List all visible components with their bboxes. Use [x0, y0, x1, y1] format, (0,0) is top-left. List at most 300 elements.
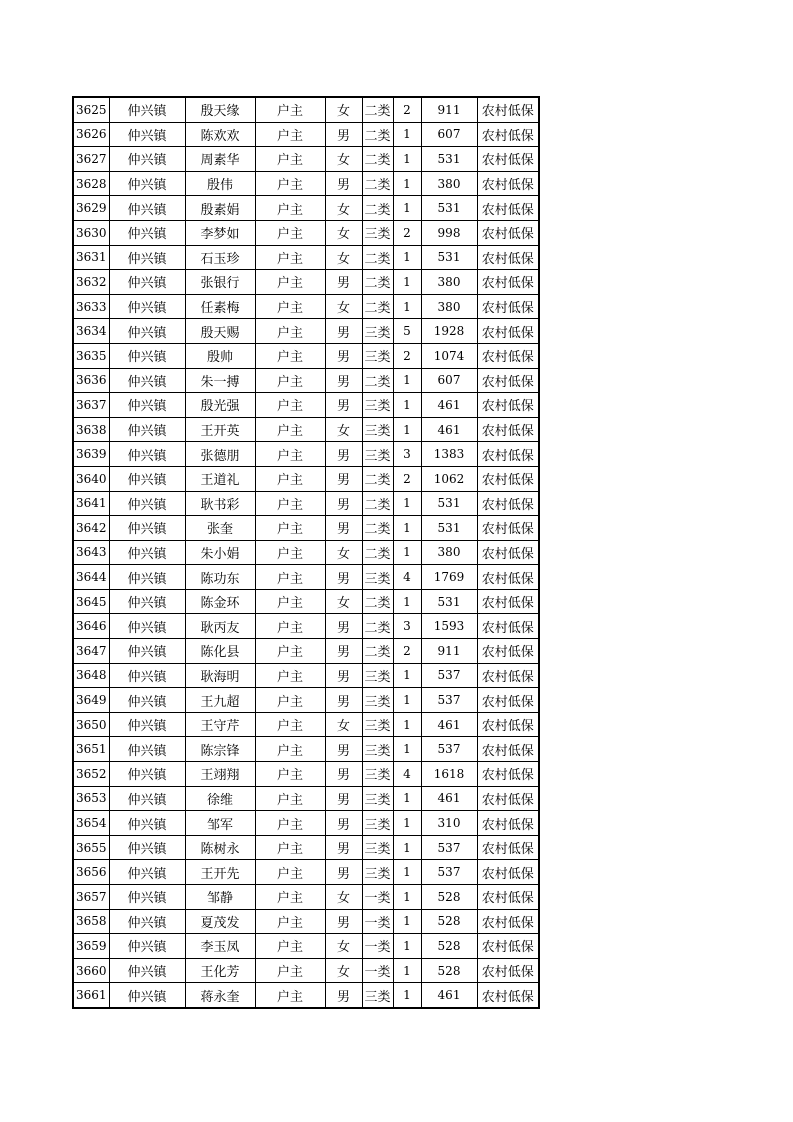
name-cell: 殷伟: [185, 171, 255, 196]
table-row: [73, 885, 539, 910]
category-cell: 三类: [362, 565, 393, 590]
table-row: [73, 860, 539, 885]
category-cell: 二类: [362, 589, 393, 614]
serial-cell: 3632: [73, 270, 109, 295]
category-cell: 二类: [362, 245, 393, 270]
town-cell: 仲兴镇: [109, 442, 185, 467]
name-cell: 任素梅: [185, 294, 255, 319]
serial-cell: 3644: [73, 565, 109, 590]
amount-cell: 1928: [421, 319, 477, 344]
relation-cell: 户主: [255, 220, 325, 245]
gender-cell: 女: [325, 245, 362, 270]
gender-cell: 女: [325, 958, 362, 983]
household-size-cell: 2: [393, 97, 421, 122]
serial-cell: 3653: [73, 786, 109, 811]
household-size-cell: 5: [393, 319, 421, 344]
category-cell: 三类: [362, 762, 393, 787]
household-size-cell: 1: [393, 417, 421, 442]
town-cell: 仲兴镇: [109, 319, 185, 344]
relation-cell: 户主: [255, 491, 325, 516]
amount-cell: 1769: [421, 565, 477, 590]
household-size-cell: 1: [393, 958, 421, 983]
category-cell: 三类: [362, 835, 393, 860]
category-cell: 三类: [362, 983, 393, 1008]
amount-cell: 380: [421, 270, 477, 295]
relation-cell: 户主: [255, 786, 325, 811]
town-cell: 仲兴镇: [109, 466, 185, 491]
table-row: [73, 737, 539, 762]
town-cell: 仲兴镇: [109, 934, 185, 959]
assistance-type-cell: 农村低保: [477, 712, 539, 737]
gender-cell: 男: [325, 614, 362, 639]
relation-cell: 户主: [255, 958, 325, 983]
serial-cell: 3650: [73, 712, 109, 737]
table-row: [73, 958, 539, 983]
assistance-type-cell: 农村低保: [477, 245, 539, 270]
gender-cell: 男: [325, 516, 362, 541]
name-cell: 陈树永: [185, 835, 255, 860]
serial-cell: 3638: [73, 417, 109, 442]
gender-cell: 男: [325, 835, 362, 860]
serial-cell: 3642: [73, 516, 109, 541]
town-cell: 仲兴镇: [109, 737, 185, 762]
gender-cell: 男: [325, 368, 362, 393]
relation-cell: 户主: [255, 147, 325, 172]
category-cell: 二类: [362, 516, 393, 541]
serial-cell: 3651: [73, 737, 109, 762]
gender-cell: 男: [325, 466, 362, 491]
name-cell: 陈功东: [185, 565, 255, 590]
gender-cell: 男: [325, 491, 362, 516]
gender-cell: 男: [325, 343, 362, 368]
town-cell: 仲兴镇: [109, 639, 185, 664]
table-row: [73, 565, 539, 590]
serial-cell: 3657: [73, 885, 109, 910]
town-cell: 仲兴镇: [109, 712, 185, 737]
assistance-type-cell: 农村低保: [477, 393, 539, 418]
amount-cell: 911: [421, 97, 477, 122]
assistance-type-cell: 农村低保: [477, 639, 539, 664]
household-size-cell: 4: [393, 565, 421, 590]
town-cell: 仲兴镇: [109, 983, 185, 1008]
amount-cell: 528: [421, 934, 477, 959]
category-cell: 二类: [362, 97, 393, 122]
amount-cell: 528: [421, 885, 477, 910]
household-size-cell: 2: [393, 466, 421, 491]
relation-cell: 户主: [255, 712, 325, 737]
household-size-cell: 1: [393, 663, 421, 688]
name-cell: 邹静: [185, 885, 255, 910]
town-cell: 仲兴镇: [109, 122, 185, 147]
town-cell: 仲兴镇: [109, 958, 185, 983]
gender-cell: 女: [325, 934, 362, 959]
name-cell: 邹军: [185, 811, 255, 836]
amount-cell: 531: [421, 516, 477, 541]
gender-cell: 男: [325, 688, 362, 713]
amount-cell: 998: [421, 220, 477, 245]
household-size-cell: 1: [393, 737, 421, 762]
town-cell: 仲兴镇: [109, 97, 185, 122]
household-size-cell: 2: [393, 639, 421, 664]
assistance-type-cell: 农村低保: [477, 270, 539, 295]
household-size-cell: 1: [393, 540, 421, 565]
assistance-type-cell: 农村低保: [477, 319, 539, 344]
name-cell: 张奎: [185, 516, 255, 541]
gender-cell: 男: [325, 393, 362, 418]
name-cell: 王守芹: [185, 712, 255, 737]
table-row: [73, 589, 539, 614]
name-cell: 殷天缘: [185, 97, 255, 122]
town-cell: 仲兴镇: [109, 565, 185, 590]
table-row: [73, 491, 539, 516]
name-cell: 王翊翔: [185, 762, 255, 787]
assistance-type-cell: 农村低保: [477, 983, 539, 1008]
table-row: [73, 270, 539, 295]
category-cell: 一类: [362, 885, 393, 910]
serial-cell: 3639: [73, 442, 109, 467]
gender-cell: 女: [325, 589, 362, 614]
relation-cell: 户主: [255, 196, 325, 221]
category-cell: 三类: [362, 663, 393, 688]
household-size-cell: 1: [393, 811, 421, 836]
town-cell: 仲兴镇: [109, 516, 185, 541]
amount-cell: 607: [421, 368, 477, 393]
assistance-type-cell: 农村低保: [477, 614, 539, 639]
name-cell: 石玉珍: [185, 245, 255, 270]
household-size-cell: 1: [393, 147, 421, 172]
household-size-cell: 1: [393, 368, 421, 393]
assistance-type-cell: 农村低保: [477, 147, 539, 172]
relation-cell: 户主: [255, 393, 325, 418]
table-row: [73, 712, 539, 737]
household-size-cell: 1: [393, 589, 421, 614]
category-cell: 三类: [362, 343, 393, 368]
name-cell: 王开先: [185, 860, 255, 885]
household-size-cell: 1: [393, 786, 421, 811]
relation-cell: 户主: [255, 885, 325, 910]
serial-cell: 3656: [73, 860, 109, 885]
household-size-cell: 1: [393, 688, 421, 713]
amount-cell: 607: [421, 122, 477, 147]
relation-cell: 户主: [255, 614, 325, 639]
amount-cell: 461: [421, 786, 477, 811]
relation-cell: 户主: [255, 442, 325, 467]
gender-cell: 男: [325, 786, 362, 811]
household-size-cell: 1: [393, 294, 421, 319]
name-cell: 周素华: [185, 147, 255, 172]
amount-cell: 537: [421, 663, 477, 688]
town-cell: 仲兴镇: [109, 491, 185, 516]
town-cell: 仲兴镇: [109, 147, 185, 172]
gender-cell: 男: [325, 983, 362, 1008]
table-row: [73, 688, 539, 713]
amount-cell: 531: [421, 491, 477, 516]
town-cell: 仲兴镇: [109, 909, 185, 934]
category-cell: 三类: [362, 860, 393, 885]
roster-table: [72, 96, 540, 1009]
relation-cell: 户主: [255, 983, 325, 1008]
serial-cell: 3625: [73, 97, 109, 122]
relation-cell: 户主: [255, 97, 325, 122]
amount-cell: 537: [421, 860, 477, 885]
name-cell: 张银行: [185, 270, 255, 295]
category-cell: 二类: [362, 491, 393, 516]
category-cell: 三类: [362, 220, 393, 245]
category-cell: 二类: [362, 270, 393, 295]
town-cell: 仲兴镇: [109, 811, 185, 836]
town-cell: 仲兴镇: [109, 368, 185, 393]
name-cell: 耿海明: [185, 663, 255, 688]
category-cell: 三类: [362, 712, 393, 737]
table-row: [73, 762, 539, 787]
name-cell: 王开英: [185, 417, 255, 442]
town-cell: 仲兴镇: [109, 245, 185, 270]
name-cell: 李梦如: [185, 220, 255, 245]
serial-cell: 3659: [73, 934, 109, 959]
town-cell: 仲兴镇: [109, 614, 185, 639]
name-cell: 夏茂发: [185, 909, 255, 934]
relation-cell: 户主: [255, 860, 325, 885]
name-cell: 徐维: [185, 786, 255, 811]
assistance-type-cell: 农村低保: [477, 516, 539, 541]
category-cell: 一类: [362, 934, 393, 959]
serial-cell: 3631: [73, 245, 109, 270]
name-cell: 殷天赐: [185, 319, 255, 344]
serial-cell: 3655: [73, 835, 109, 860]
table-row: [73, 516, 539, 541]
table-row: [73, 909, 539, 934]
gender-cell: 男: [325, 639, 362, 664]
assistance-type-cell: 农村低保: [477, 762, 539, 787]
assistance-type-cell: 农村低保: [477, 540, 539, 565]
name-cell: 张德朋: [185, 442, 255, 467]
assistance-type-cell: 农村低保: [477, 442, 539, 467]
assistance-type-cell: 农村低保: [477, 860, 539, 885]
table-row: [73, 319, 539, 344]
town-cell: 仲兴镇: [109, 417, 185, 442]
household-size-cell: 1: [393, 122, 421, 147]
assistance-type-cell: 农村低保: [477, 786, 539, 811]
table-row: [73, 171, 539, 196]
assistance-type-cell: 农村低保: [477, 934, 539, 959]
town-cell: 仲兴镇: [109, 196, 185, 221]
relation-cell: 户主: [255, 688, 325, 713]
amount-cell: 1062: [421, 466, 477, 491]
relation-cell: 户主: [255, 565, 325, 590]
serial-cell: 3629: [73, 196, 109, 221]
household-size-cell: 1: [393, 393, 421, 418]
serial-cell: 3643: [73, 540, 109, 565]
name-cell: 耿书彩: [185, 491, 255, 516]
name-cell: 殷素娟: [185, 196, 255, 221]
table-row: [73, 294, 539, 319]
serial-cell: 3640: [73, 466, 109, 491]
name-cell: 殷帅: [185, 343, 255, 368]
name-cell: 王化芳: [185, 958, 255, 983]
amount-cell: 1618: [421, 762, 477, 787]
table-row: [73, 639, 539, 664]
category-cell: 三类: [362, 442, 393, 467]
assistance-type-cell: 农村低保: [477, 909, 539, 934]
assistance-type-cell: 农村低保: [477, 688, 539, 713]
household-size-cell: 1: [393, 712, 421, 737]
category-cell: 三类: [362, 786, 393, 811]
serial-cell: 3658: [73, 909, 109, 934]
table-row: [73, 245, 539, 270]
amount-cell: 461: [421, 983, 477, 1008]
gender-cell: 男: [325, 762, 362, 787]
amount-cell: 461: [421, 393, 477, 418]
household-size-cell: 1: [393, 270, 421, 295]
table-row: [73, 147, 539, 172]
table-row: [73, 983, 539, 1008]
relation-cell: 户主: [255, 270, 325, 295]
table-row: [73, 466, 539, 491]
category-cell: 三类: [362, 393, 393, 418]
household-size-cell: 1: [393, 983, 421, 1008]
gender-cell: 男: [325, 860, 362, 885]
amount-cell: 531: [421, 147, 477, 172]
amount-cell: 537: [421, 835, 477, 860]
gender-cell: 男: [325, 737, 362, 762]
category-cell: 一类: [362, 958, 393, 983]
category-cell: 三类: [362, 319, 393, 344]
category-cell: 二类: [362, 196, 393, 221]
relation-cell: 户主: [255, 294, 325, 319]
name-cell: 朱一搏: [185, 368, 255, 393]
serial-cell: 3627: [73, 147, 109, 172]
assistance-type-cell: 农村低保: [477, 737, 539, 762]
table-row: [73, 786, 539, 811]
table-row: [73, 663, 539, 688]
household-size-cell: 1: [393, 909, 421, 934]
amount-cell: 537: [421, 737, 477, 762]
amount-cell: 461: [421, 417, 477, 442]
serial-cell: 3633: [73, 294, 109, 319]
assistance-type-cell: 农村低保: [477, 885, 539, 910]
assistance-type-cell: 农村低保: [477, 491, 539, 516]
relation-cell: 户主: [255, 122, 325, 147]
gender-cell: 男: [325, 319, 362, 344]
gender-cell: 女: [325, 417, 362, 442]
gender-cell: 男: [325, 171, 362, 196]
assistance-type-cell: 农村低保: [477, 565, 539, 590]
relation-cell: 户主: [255, 417, 325, 442]
gender-cell: 男: [325, 270, 362, 295]
gender-cell: 女: [325, 220, 362, 245]
amount-cell: 531: [421, 245, 477, 270]
relation-cell: 户主: [255, 737, 325, 762]
amount-cell: 1383: [421, 442, 477, 467]
category-cell: 二类: [362, 294, 393, 319]
relation-cell: 户主: [255, 639, 325, 664]
table-row: [73, 417, 539, 442]
table-row: [73, 835, 539, 860]
assistance-type-cell: 农村低保: [477, 466, 539, 491]
gender-cell: 女: [325, 885, 362, 910]
assistance-type-cell: 农村低保: [477, 220, 539, 245]
relation-cell: 户主: [255, 835, 325, 860]
amount-cell: 1593: [421, 614, 477, 639]
household-size-cell: 3: [393, 442, 421, 467]
town-cell: 仲兴镇: [109, 885, 185, 910]
serial-cell: 3630: [73, 220, 109, 245]
assistance-type-cell: 农村低保: [477, 835, 539, 860]
relation-cell: 户主: [255, 540, 325, 565]
category-cell: 一类: [362, 909, 393, 934]
town-cell: 仲兴镇: [109, 589, 185, 614]
serial-cell: 3636: [73, 368, 109, 393]
serial-cell: 3646: [73, 614, 109, 639]
name-cell: 殷光强: [185, 393, 255, 418]
category-cell: 二类: [362, 147, 393, 172]
household-size-cell: 1: [393, 196, 421, 221]
town-cell: 仲兴镇: [109, 860, 185, 885]
serial-cell: 3652: [73, 762, 109, 787]
town-cell: 仲兴镇: [109, 835, 185, 860]
assistance-type-cell: 农村低保: [477, 589, 539, 614]
assistance-type-cell: 农村低保: [477, 97, 539, 122]
relation-cell: 户主: [255, 811, 325, 836]
relation-cell: 户主: [255, 909, 325, 934]
town-cell: 仲兴镇: [109, 270, 185, 295]
table-row: [73, 442, 539, 467]
category-cell: 三类: [362, 417, 393, 442]
relation-cell: 户主: [255, 466, 325, 491]
relation-cell: 户主: [255, 171, 325, 196]
table-row: [73, 934, 539, 959]
category-cell: 三类: [362, 811, 393, 836]
serial-cell: 3635: [73, 343, 109, 368]
serial-cell: 3661: [73, 983, 109, 1008]
table-row: [73, 97, 539, 122]
town-cell: 仲兴镇: [109, 688, 185, 713]
town-cell: 仲兴镇: [109, 762, 185, 787]
household-size-cell: 1: [393, 835, 421, 860]
name-cell: 朱小娟: [185, 540, 255, 565]
serial-cell: 3647: [73, 639, 109, 664]
amount-cell: 528: [421, 958, 477, 983]
household-size-cell: 1: [393, 934, 421, 959]
table-row: [73, 122, 539, 147]
name-cell: 陈宗锋: [185, 737, 255, 762]
household-size-cell: 1: [393, 171, 421, 196]
table-row: [73, 220, 539, 245]
gender-cell: 女: [325, 712, 362, 737]
town-cell: 仲兴镇: [109, 540, 185, 565]
assistance-type-cell: 农村低保: [477, 122, 539, 147]
table-row: [73, 393, 539, 418]
gender-cell: 女: [325, 97, 362, 122]
category-cell: 二类: [362, 122, 393, 147]
serial-cell: 3654: [73, 811, 109, 836]
household-size-cell: 2: [393, 220, 421, 245]
serial-cell: 3637: [73, 393, 109, 418]
assistance-type-cell: 农村低保: [477, 958, 539, 983]
town-cell: 仲兴镇: [109, 220, 185, 245]
gender-cell: 男: [325, 565, 362, 590]
amount-cell: 911: [421, 639, 477, 664]
amount-cell: 461: [421, 712, 477, 737]
gender-cell: 女: [325, 196, 362, 221]
table-row: [73, 196, 539, 221]
name-cell: 蒋永奎: [185, 983, 255, 1008]
household-size-cell: 1: [393, 491, 421, 516]
category-cell: 三类: [362, 688, 393, 713]
serial-cell: 3628: [73, 171, 109, 196]
name-cell: 耿丙友: [185, 614, 255, 639]
serial-cell: 3660: [73, 958, 109, 983]
